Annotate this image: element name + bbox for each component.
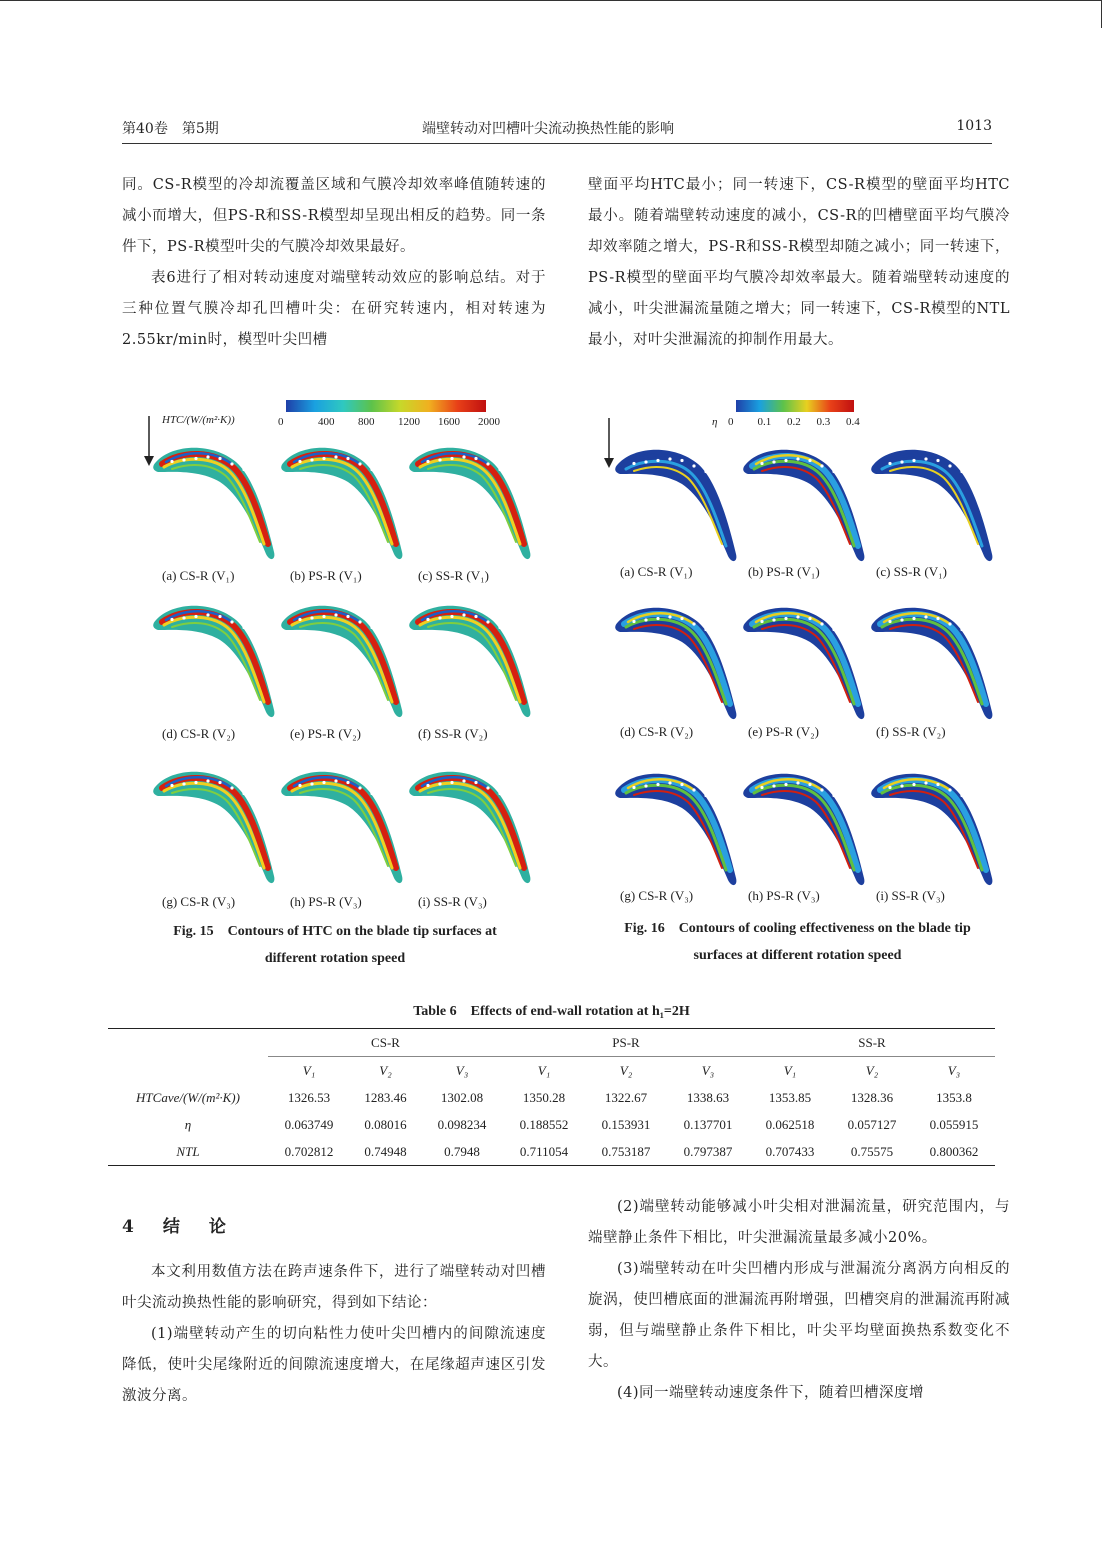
subfigure-label: (b) PS-R (V₁) <box>748 564 820 579</box>
table-cell: 0.188552 <box>519 1116 569 1132</box>
paragraph: (4)同一端壁转动速度条件下，随着凹槽深度增 <box>617 1385 925 1401</box>
speed-header: V₃ <box>455 1062 469 1078</box>
paragraph: (3)端壁转动在叶尖凹槽内形成与泄漏流分离涡方向相反的旋涡，使凹槽底面的泄漏流再附增强，凹槽突肩的泄漏流再附减弱，但与端壁静止条件下相比，叶尖平均壁面换热系数变化不大。 <box>588 1261 1010 1370</box>
blade-tip-contour <box>409 448 530 559</box>
table-cell: 1338.63 <box>686 1089 730 1105</box>
subfigure-label: (d) CS-R (V₂) <box>162 726 236 741</box>
subfigure-label: (f) SS-R (V₂) <box>418 726 488 741</box>
paragraph: 本文利用数值方法在跨声速条件下，进行了端壁转动对凹槽叶尖流动换热性能的影响研究，得到如下结论： <box>122 1264 546 1311</box>
blade-tip-contour <box>743 608 864 719</box>
speed-header: V₁ <box>783 1062 797 1078</box>
header-rule <box>122 143 992 144</box>
table-cell: 0.063749 <box>284 1116 334 1132</box>
table-cell: 0.75575 <box>831 1138 913 1166</box>
colorbar-title: η <box>712 416 718 428</box>
blade-tip-contour <box>281 448 402 559</box>
colorbar-tick: 0.3 <box>816 416 831 428</box>
table-cell: 1322.67 <box>604 1089 648 1105</box>
table-cell: 1350.28 <box>522 1089 566 1105</box>
table-cell: 1326.53 <box>287 1089 331 1105</box>
table-6 <box>108 1028 995 1166</box>
blade-tip-contour <box>871 774 992 885</box>
subfigure-label: (c) SS-R (V₁) <box>418 568 489 583</box>
subfigure-label: (h) PS-R (V₃) <box>748 888 820 903</box>
blade-tip-contour <box>615 608 736 719</box>
left-column-top <box>122 170 546 356</box>
table-row <box>108 1111 995 1138</box>
colorbar-tick: 0 <box>278 416 284 428</box>
section-heading: 4 结 论 <box>122 1217 232 1237</box>
table-cell: 0.7948 <box>421 1138 503 1166</box>
volume-issue: 第40卷 第5期 <box>122 121 219 137</box>
paragraph: 表6进行了相对转动速度对端壁转动效应的影响总结。对于三种位置气膜冷却孔凹槽叶尖：在研究转速内，相对转速为2.55kr/min时，模型叶尖凹槽 <box>122 270 546 348</box>
figure-16 <box>598 398 1018 918</box>
blade-tip-contour <box>281 772 402 883</box>
subfigure-label: (b) PS-R (V₁) <box>290 568 362 583</box>
caption-line: different rotation speed <box>264 951 406 966</box>
page-number: 1013 <box>956 118 992 134</box>
running-title: 端壁转动对凹槽叶尖流动换热性能的影响 <box>422 121 674 137</box>
table-cell: 0.153931 <box>601 1116 651 1132</box>
blade-tip-contour <box>281 606 402 717</box>
colorbar-tick: 400 <box>318 416 335 428</box>
paragraph: 壁面平均HTC最小；同一转速下，CS-R模型的壁面平均HTC最小。随着端壁转动速度的减小，CS-R的凹槽壁面平均气膜冷却效率随之增大，PS-R和SS-R模型却随之减小；同一转速下，PS-R模型的壁面平均气膜冷却效率最大。随着端壁转动速度的减小，叶尖泄漏流量随之增大；同一转速下，CS-R模型的NTL最小，对叶尖泄漏流的抑制作用最大。 <box>588 177 1010 348</box>
blade-tip-contour <box>615 450 736 561</box>
subfigure-label: (g) CS-R (V₃) <box>162 894 236 909</box>
right-column-top <box>588 170 1010 356</box>
speed-header: V₃ <box>701 1062 715 1078</box>
speed-header: V₂ <box>865 1062 879 1078</box>
paragraph: (1)端壁转动产生的切向粘性力使叶尖凹槽内的间隙流速度降低，使叶尖尾缘附近的间隙流速度增大，在尾缘超声速区引发激波分离。 <box>122 1326 546 1404</box>
figure-16-caption <box>590 915 1005 969</box>
table-6-title: Table 6 Effects of end-wall rotation at h₁=2H <box>413 1004 690 1019</box>
subfigure-label: (i) SS-R (V₃) <box>418 894 487 909</box>
colorbar-title: HTC/(W/(m²·K)) <box>162 414 235 426</box>
table-cell: 0.707433 <box>749 1138 831 1166</box>
colorbar-tick: 1600 <box>438 416 460 428</box>
colorbar-tick: 0.2 <box>787 416 801 428</box>
blade-tip-contour <box>743 774 864 885</box>
left-column-bottom <box>122 1257 546 1412</box>
table-cell: 0.797387 <box>667 1138 749 1166</box>
figure-15 <box>140 398 560 918</box>
subfigure-label: (h) PS-R (V₃) <box>290 894 362 909</box>
paragraph: (2)端壁转动能够减小叶尖相对泄漏流量，研究范围内，与端壁静止条件下相比，叶尖泄漏流量最多减小20%。 <box>588 1199 1010 1246</box>
colorbar-tick: 1200 <box>398 416 420 428</box>
right-column-bottom <box>588 1192 1010 1409</box>
speed-header: V₃ <box>947 1062 961 1078</box>
speed-header: V₂ <box>379 1062 392 1078</box>
blade-tip-contour <box>743 450 864 561</box>
table-cell: 1328.36 <box>850 1089 894 1105</box>
colorbar-tick: 0.4 <box>846 416 860 428</box>
table-cell: 0.74948 <box>350 1138 421 1166</box>
blade-tip-contour <box>409 606 530 717</box>
paragraph: 同。CS-R模型的冷却流覆盖区域和气膜冷却效率峰值随转速的减小而增大，但PS-R和SS-R模型却呈现出相反的趋势。同一条件下，PS-R模型叶尖的气膜冷却效果最好。 <box>122 177 546 255</box>
table-cell: 1353.8 <box>936 1089 972 1105</box>
eta-contour-grid <box>598 398 1018 918</box>
blade-tip-contour <box>615 774 736 885</box>
blade-tip-contour <box>409 772 530 883</box>
table-cell: 1302.08 <box>440 1089 484 1105</box>
group-header: PS-R <box>503 1029 749 1057</box>
row-label: η <box>184 1116 192 1132</box>
subfigure-label: (e) PS-R (V₂) <box>748 724 819 739</box>
running-header <box>122 118 992 140</box>
subfigure-label: (d) CS-R (V₂) <box>620 724 694 739</box>
crop-mark <box>0 0 1102 1</box>
table-cell: 0.711054 <box>503 1138 585 1166</box>
table-cell: 0.702812 <box>268 1138 350 1166</box>
row-label: NTL <box>108 1138 268 1166</box>
row-label: HTCave/(W/(m²·K)) <box>136 1089 240 1105</box>
blade-tip-contour <box>871 450 992 561</box>
blade-tip-contour <box>871 608 992 719</box>
subfigure-label: (i) SS-R (V₃) <box>876 888 945 903</box>
table-cell: 0.057127 <box>847 1116 897 1132</box>
group-header: CS-R <box>268 1029 503 1057</box>
table-cell: 0.055915 <box>929 1116 979 1132</box>
blade-tip-contour <box>153 606 274 717</box>
htc-contour-grid <box>140 398 560 918</box>
table-cell: 0.800362 <box>913 1138 995 1166</box>
speed-header: V₁ <box>537 1062 551 1078</box>
table-cell: 1353.85 <box>768 1089 812 1105</box>
subfigure-label: (f) SS-R (V₂) <box>876 724 946 739</box>
speed-header: V₁ <box>302 1062 316 1078</box>
colorbar-tick: 0.1 <box>757 416 772 428</box>
table-row <box>108 1084 995 1111</box>
figure-15-caption <box>130 918 540 972</box>
blade-tip-contour <box>153 448 274 559</box>
table-cell: 0.753187 <box>585 1138 667 1166</box>
colorbar-tick: 2000 <box>478 416 500 428</box>
caption-line: surfaces at different rotation speed <box>693 948 902 963</box>
table-cell: 0.098234 <box>437 1116 487 1132</box>
colorbar-tick: 0 <box>728 416 734 428</box>
group-header: SS-R <box>749 1029 995 1057</box>
table-cell: 0.08016 <box>364 1116 407 1132</box>
caption-line: Fig. 15 Contours of HTC on the blade tip surfaces at <box>173 924 497 939</box>
blade-tip-contour <box>153 772 274 883</box>
subfigure-label: (e) PS-R (V₂) <box>290 726 361 741</box>
table-cell: 0.137701 <box>683 1116 733 1132</box>
speed-header: V₂ <box>619 1062 633 1078</box>
subfigure-label: (c) SS-R (V₁) <box>876 564 947 579</box>
subfigure-label: (a) CS-R (V₁) <box>162 568 235 583</box>
subfigure-label: (g) CS-R (V₃) <box>620 888 694 903</box>
table-cell: 1283.46 <box>364 1089 407 1105</box>
colorbar-tick: 800 <box>358 416 375 428</box>
caption-line: Fig. 16 Contours of cooling effectiveness on the blade tip <box>624 921 971 936</box>
subfigure-label: (a) CS-R (V₁) <box>620 564 693 579</box>
table-row <box>108 1138 995 1166</box>
table-cell: 0.062518 <box>765 1116 815 1132</box>
